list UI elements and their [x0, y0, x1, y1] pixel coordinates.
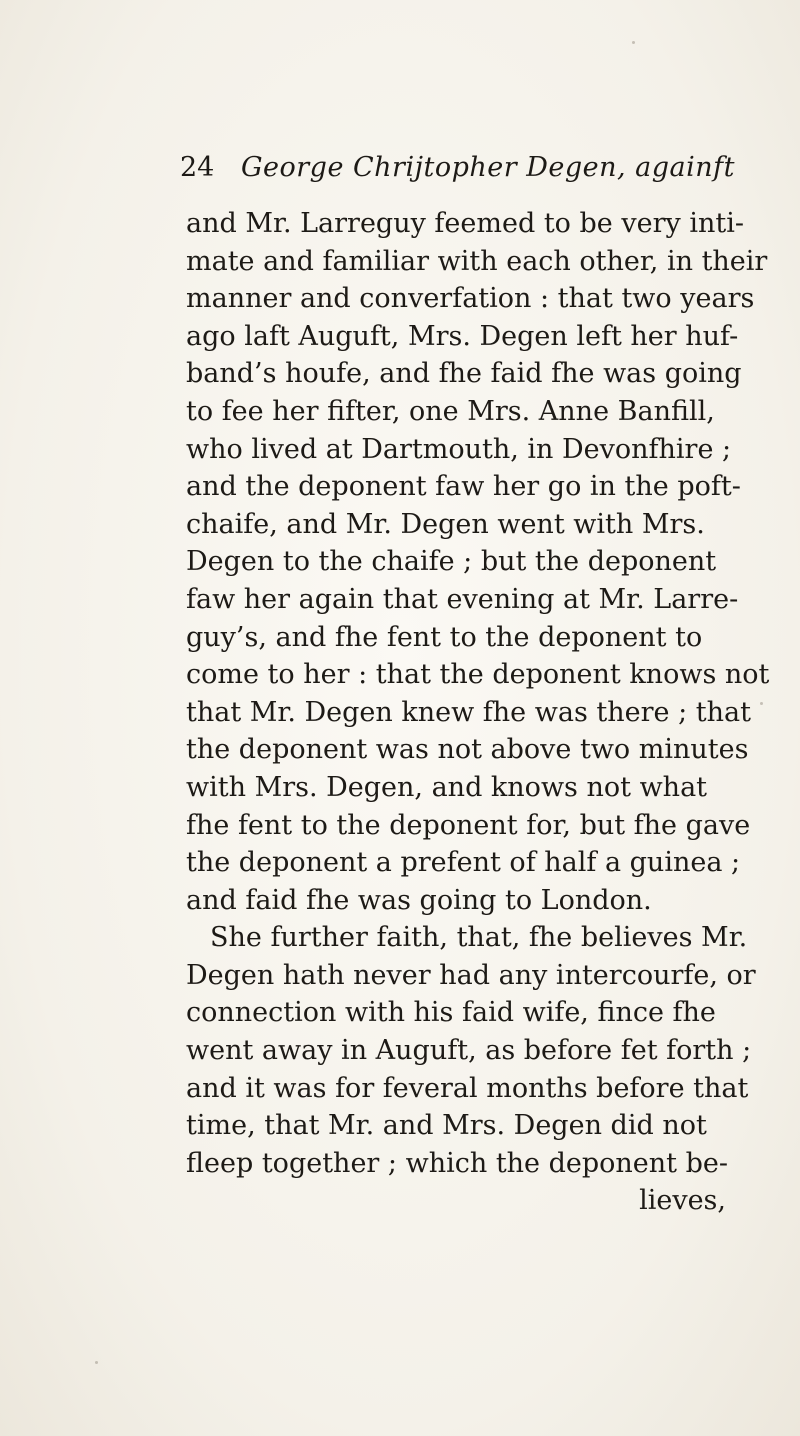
- text-line: the deponent a prefent of half a guinea ;: [186, 847, 741, 879]
- text-line: the deponent was not above two minutes: [186, 734, 749, 766]
- text-line: Degen hath never had any intercourfe, or: [186, 959, 756, 991]
- text-line: come to her : that the deponent knows not: [186, 659, 770, 691]
- page-header: [180, 152, 740, 196]
- text-line: that Mr. Degen knew fhe was there ; that: [186, 696, 751, 728]
- paper-speck: [632, 41, 635, 44]
- text-line: fhe fent to the deponent for, but fhe gave: [186, 809, 751, 841]
- text-line: chaife, and Mr. Degen went with Mrs.: [186, 508, 705, 540]
- text-line: Degen to the chaife ; but the deponent: [186, 546, 717, 578]
- text-line: guy’s, and fhe fent to the deponent to: [186, 621, 703, 653]
- text-line: band’s houfe, and fhe faid fhe was going: [186, 358, 742, 390]
- text-line: and faid fhe was going to London.: [186, 884, 652, 916]
- text-line: fleep together ; which the deponent be-: [186, 1147, 728, 1179]
- text-line: ago laft Auguft, Mrs. Degen left her huf-: [186, 320, 739, 352]
- page-number: 24: [180, 152, 215, 183]
- text-line: and the deponent faw her go in the poft-: [186, 471, 741, 503]
- text-line: mate and familiar with each other, in their: [186, 245, 768, 277]
- text-line: to fee her fifter, one Mrs. Anne Banfill,: [186, 395, 715, 427]
- text-line: connection with his faid wife, fince fhe: [186, 997, 716, 1029]
- text-line: with Mrs. Degen, and knows not what: [186, 771, 708, 803]
- text-line: went away in Auguft, as before fet forth ;: [186, 1035, 752, 1067]
- text-line: She further faith, that, fhe believes Mr.: [210, 922, 748, 954]
- text-line: and it was for feveral months before that: [186, 1072, 749, 1104]
- text-line: lieves,: [639, 1185, 726, 1217]
- body-text: [186, 205, 770, 1220]
- paper-speck: [95, 1361, 98, 1364]
- text-line: who lived at Dartmouth, in Devonfhire ;: [186, 433, 732, 465]
- text-line: faw her again that evening at Mr. Larre-: [186, 583, 739, 615]
- text-line: time, that Mr. and Mrs. Degen did not: [186, 1110, 707, 1142]
- text-line: and Mr. Larreguy feemed to be very inti-: [186, 208, 744, 239]
- text-line: manner and converfation : that two years: [186, 283, 755, 315]
- paper-speck: [760, 702, 763, 705]
- running-title: George Chrijtopher Degen, againft: [240, 152, 736, 183]
